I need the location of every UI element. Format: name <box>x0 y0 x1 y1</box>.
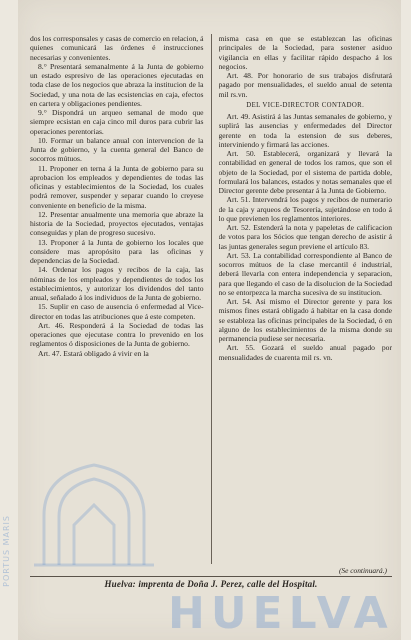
paragraph: 8.° Presentará semanalmente á la Junta de gobierno un estado espresivo de las operaciones ejecutadas en toda clase de los negocios que abraza la institucion de la Sociedad, y una nota de las ecsistencias en caja, efectos en cartera y obligaciones pendientes. <box>30 61 204 108</box>
watermark-text: HUELVA <box>168 588 394 639</box>
paragraph: 11. Proponer en terna á la Junta de gobierno para su aprobacion los empleados y dependientes de todas las oficinas y establecimientos de la Sociedad, los cuales podrá remover, suspender y separar cuando lo creyese conveniente en beneficio de la misma. <box>30 163 204 210</box>
paragraph: Art. 49. Asistirá á las Juntas semanales de gobierno, y suplirá las ausencias y enfermedades del Director gerente en toda la estension de sus deberes, interviniendo y firmará las acciones. <box>218 112 392 149</box>
watermark-seal-icon <box>34 455 154 575</box>
watermark-side-text: PORTUS MARIS <box>2 515 11 587</box>
paragraph: 15. Suplir en caso de ausencia ó enfermedad al Vice-director en todas las atribuciones que á este competen. <box>30 302 204 321</box>
right-column <box>219 34 393 564</box>
section-heading: DEL VICE-DIRECTOR CONTADOR. <box>246 101 365 109</box>
paragraph: Art. 53. La contabilidad correspondiente al Banco de socorros mútuos de la clase mercantil é industrial, deberá llevarla con entera independencia y separacion, para que llegando el caso de la disolucion de la Sociedad no se entorpezca la marcha sucesiva de su institucion. <box>218 250 392 297</box>
column-divider <box>211 34 212 564</box>
paragraph: Art. 47. Estará obligado á vivir en la <box>38 348 149 358</box>
paragraph: Art. 46. Responderá á la Sociedad de todas las operaciones que ejecutase contra lo prevenido en los reglamentos ó disposiciones de la Junta de gobierno. <box>30 320 204 349</box>
paragraph: Art. 52. Estenderá la nota y papeletas de calificacion de votos para los Sócios que tengan derecho de asistir á las juntas generales segun previene el artículo 83. <box>218 223 392 251</box>
paragraph: 9.° Dispondrá un arqueo semanal de modo que siempre ecsistan en caja cinco mil duros para cubrir las operaciones perentorias. <box>30 108 204 136</box>
paragraph: Art. 50. Establecerá, organizará y llevará la contabilidad en general de todos los ramos, que son el objeto de la Sociedad, por el sistema de partida doble, formulará los balances, estados y notas semanales que el Director gerente debe presentar á la Junta de Gobierno. <box>218 149 392 195</box>
paragraph: Art. 48. Por honorario de sus trabajos disfrutará pagado por mensualidades, el sueldo anual de setenta mil rs.vn. <box>218 71 392 99</box>
paragraph: 14. Ordenar los pagos y recibos de la caja, las nóminas de los empleados y dependientes de todos los establecimientos, y autorizar los dividendos del tanto anual, señalado á los individuos de la Junta de gobierno. <box>30 265 204 302</box>
paragraph: 10. Formar un balance anual con intervencion de la Junta de gobierno, y la cuenta general del Banco de socorros mútuos. <box>30 135 204 164</box>
paragraph: dos los corresponsales y casas de comercio en relacion, á quienes comunicará las órdenes é instrucciones necesarias y convenientes. <box>30 34 204 62</box>
paragraph: Art. 51. Intervendrá los pagos y recibos de numerario de la caja y arqueos de Tesorería, sujetándose en todo á lo que previenen los reglamentos interiores. <box>218 195 392 223</box>
printer-imprint: Huelva: imprenta de Doña J. Perez, calle del Hospital. <box>104 579 318 589</box>
footer-rule <box>30 576 392 577</box>
paragraph: 13. Proponer á la Junta de gobierno los locales que considere mas apropósito para las oficinas y dependencias de la Sociedad. <box>30 237 204 265</box>
paragraph: misma casa en que se establezcan las oficinas principales de la Sociedad, para sostener asiduo vigilancia en ellas y facilitar rápido despacho á los negocios. <box>218 34 392 71</box>
paragraph: Art. 55. Gozará el sueldo anual pagado por mensualidades de cuarenta mil rs. vn. <box>218 343 392 362</box>
continuation-note: (Se continuará.) <box>338 566 387 575</box>
paragraph: Art. 54. Asi mismo el Director gerente y para los mismos fines estará obligado á habitar en la casa donde se estableza las oficinas principales de la Sociedad, ó en alguno de los establecimientos de la misma donde su permanencia pudiese ser necesaria. <box>218 297 392 343</box>
paragraph: 12. Presentar anualmente una memoria que abraze la historia de la Sociedad, proyectos ejecutados, ventajas conseguidas y plan de progreso sucesivo. <box>30 209 204 238</box>
